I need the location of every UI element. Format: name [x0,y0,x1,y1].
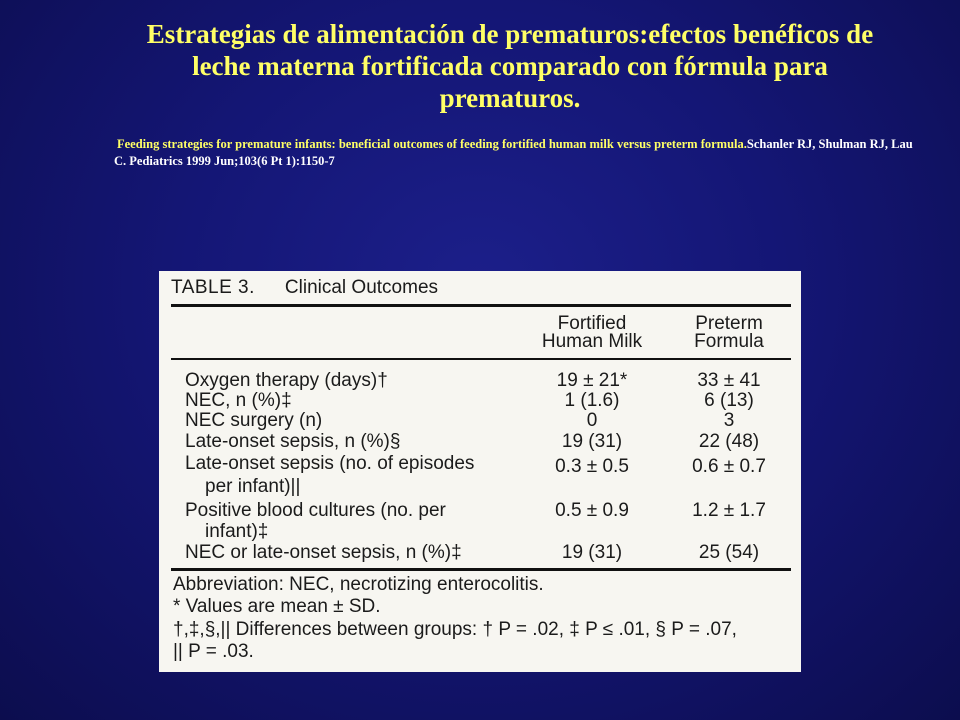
column-header-fortified-line2: Human Milk [541,331,643,352]
cell-preterm: 0.6 ± 0.7 [692,456,766,477]
cell-fortified: 19 (31) [561,542,623,563]
footnote-differences-cont: || P = .03. [173,641,254,662]
cell-fortified: 0 [586,410,598,431]
cell-fortified: 1 (1.6) [564,390,620,411]
row-label: NEC or late-onset sepsis, n (%)‡ [185,542,462,563]
footnote-differences: †,‡,§,|| Differences between groups: † P = .02, ‡ P ≤ .01, § P = .07, [173,619,737,640]
cell-fortified: 0.3 ± 0.5 [555,456,629,477]
cell-preterm: 3 [723,410,735,431]
header-rule [171,358,791,360]
column-header-fortified-line1: Fortified [557,313,627,334]
cell-fortified: 19 (31) [561,431,623,452]
slide-title: Estrategias de alimentación de prematuros:efectos benéficos de leche materna fortificada comparado con fórmula para prematuros. [146,19,874,113]
row-label: Late-onset sepsis, n (%)§ [185,431,401,452]
table-label: TABLE 3. [171,277,255,298]
column-header-preterm-line2: Formula [694,331,764,352]
citation-authors: Schanler RJ, Shulman RJ, Lau C. Pediatrics 1999 Jun;103(6 Pt 1):1150-7 [114,137,913,168]
table-name: Clinical Outcomes [284,277,439,298]
cell-preterm: 1.2 ± 1.7 [692,500,766,521]
row-label-continuation: infant)‡ [205,521,269,542]
column-header-preterm [669,315,789,351]
row-label: NEC, n (%)‡ [185,390,292,411]
citation-title: Feeding strategies for premature infants: beneficial outcomes of feeding fortified human milk versus preterm formula. [117,137,747,151]
column-header-preterm-line1: Preterm [695,313,763,334]
top-rule [171,304,791,307]
clinical-outcomes-table [159,271,801,672]
row-label: NEC surgery (n) [185,410,323,431]
table-heading [171,277,438,299]
cell-preterm: 6 (13) [704,390,754,411]
row-label: Positive blood cultures (no. per [185,500,446,521]
footnote-values: * Values are mean ± SD. [173,596,381,617]
cell-preterm: 33 ± 41 [697,370,761,391]
bottom-rule [171,568,791,571]
cell-fortified: 19 ± 21* [556,370,628,391]
column-header-fortified [517,315,667,351]
row-label: Late-onset sepsis (no. of episodes [185,453,475,474]
cell-fortified: 0.5 ± 0.9 [555,500,629,521]
cell-preterm: 22 (48) [698,431,760,452]
row-label: Oxygen therapy (days)† [185,370,388,391]
row-label-continuation: per infant)|| [205,476,301,497]
footnote-abbreviation: Abbreviation: NEC, necrotizing enterocolitis. [173,574,544,595]
cell-preterm: 25 (54) [698,542,760,563]
citation [114,136,914,170]
